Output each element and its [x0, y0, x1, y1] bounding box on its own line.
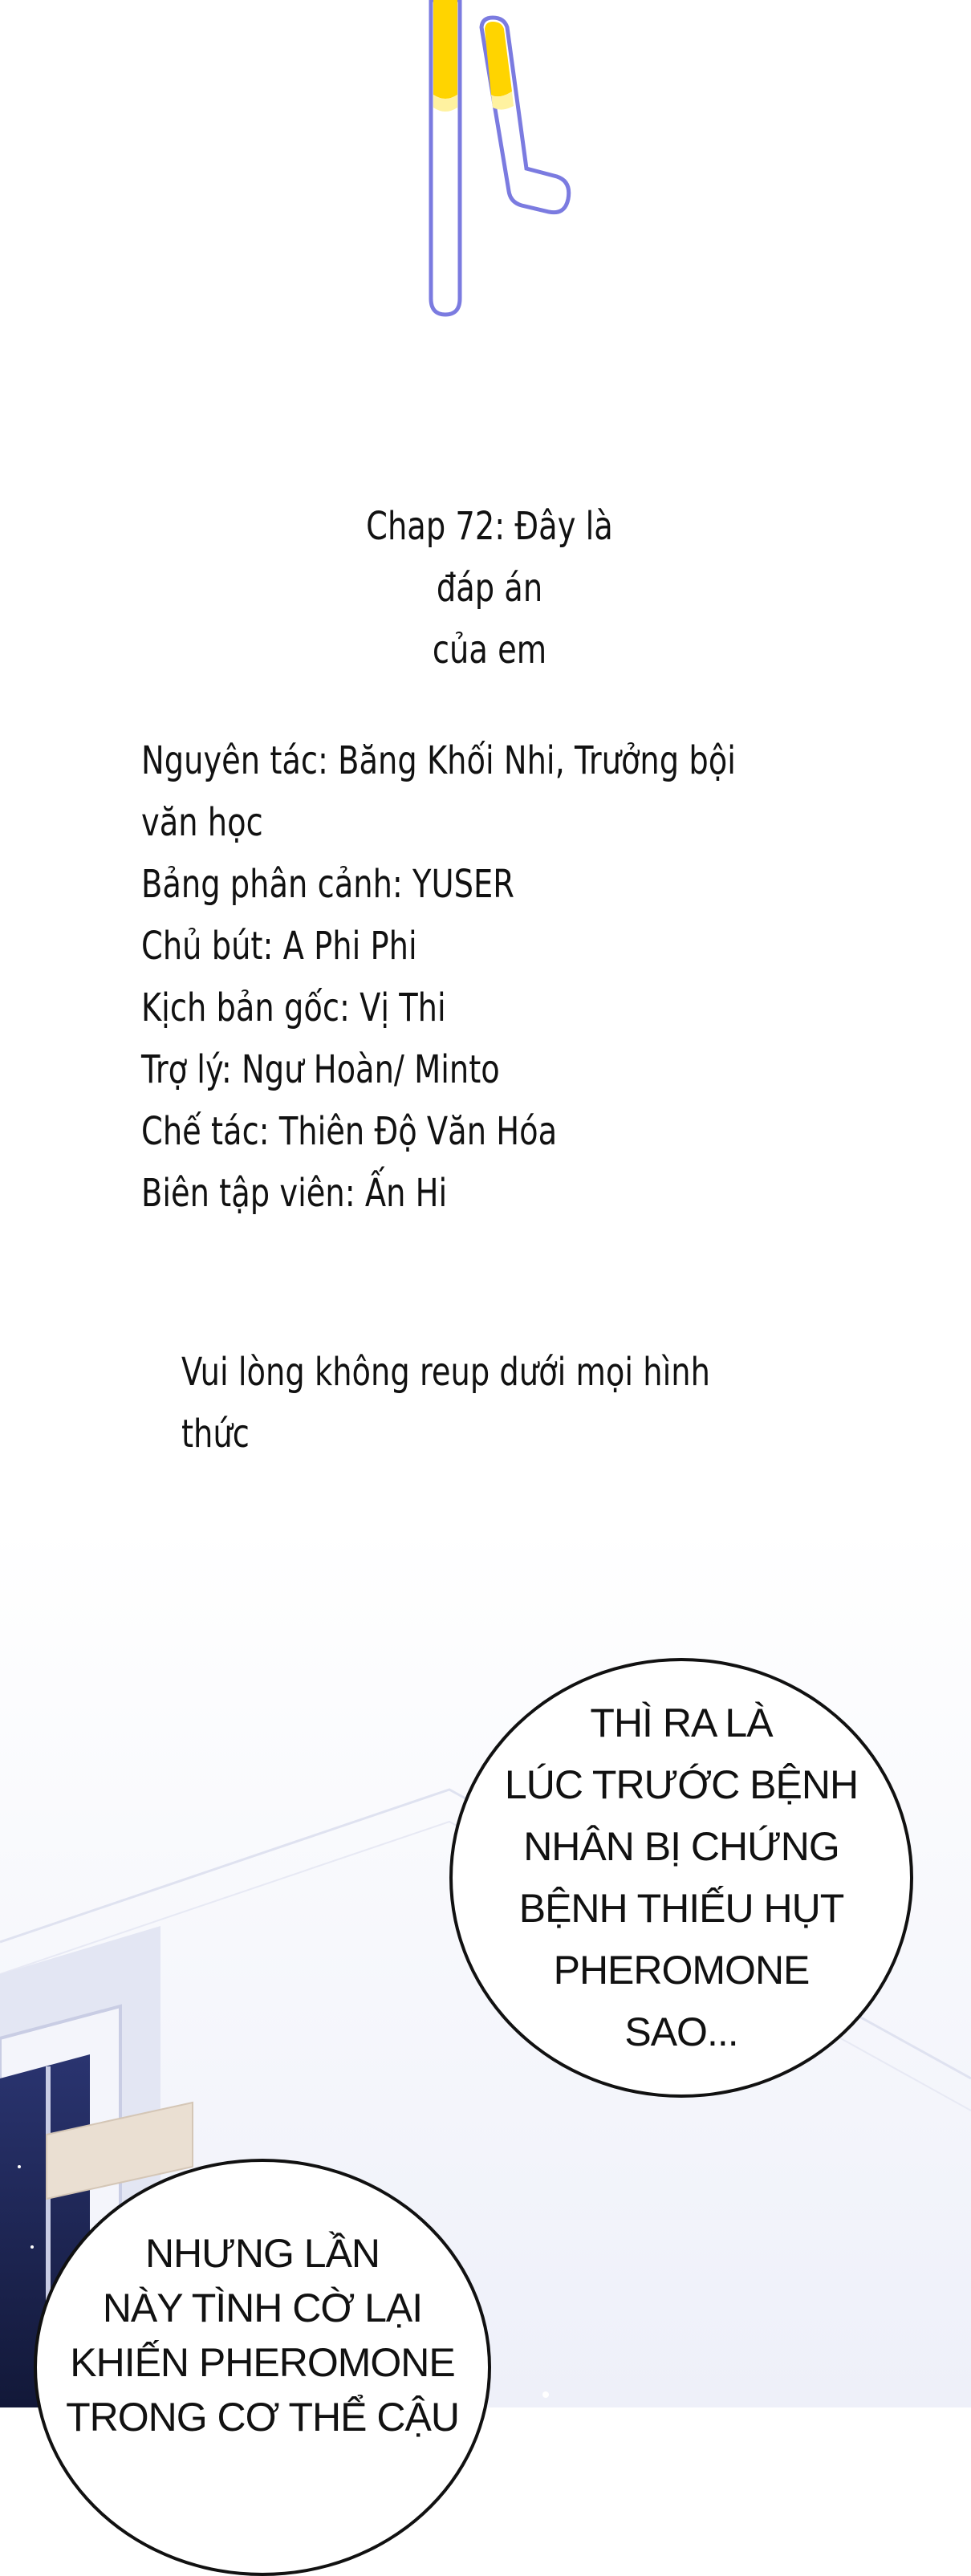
bubble-1-line-6: SAO...: [624, 2009, 738, 2054]
bubble-1-line-4: BỆNH THIẾU HỤT: [518, 1886, 844, 1931]
chapter-title-line-1: Chap 72: Đây là đáp án: [366, 504, 613, 611]
credit-storyboard: Bảng phân cảnh: YUSER: [141, 862, 514, 907]
right-test-tube: [481, 18, 569, 213]
left-test-tube: [431, 0, 460, 315]
credit-assistant: Trợ lý: Ngư Hoàn/ Minto: [141, 1047, 500, 1092]
chapter-title: [348, 496, 631, 681]
bubble-1-line-3: NHÂN BỊ CHỨNG: [523, 1824, 839, 1869]
bubble-2-line-2: NÀY TÌNH CỜ LẠI: [102, 2285, 423, 2330]
credit-original-author: Nguyên tác: Băng Khối Nhi, Trưởng bội văn học: [141, 738, 736, 845]
credit-script: Kịch bản gốc: Vị Thi: [141, 985, 446, 1030]
bubble-2-line-4: TRONG CƠ THỂ CẬU: [66, 2395, 459, 2440]
speech-bubble-2: [34, 2159, 491, 2576]
test-tubes-illustration: [0, 0, 971, 337]
speech-bubble-1: [449, 1658, 913, 2098]
bubble-1-line-1: THÌ RA LÀ: [590, 1700, 773, 1745]
bubble-1-line-2: LÚC TRƯỚC BỆNH: [504, 1762, 859, 1807]
credit-production: Chế tác: Thiên Độ Văn Hóa: [141, 1109, 558, 1154]
chapter-title-line-2: của em: [432, 628, 547, 672]
credit-lead-artist: Chủ bút: A Phi Phi: [141, 924, 417, 969]
no-reupload-notice: Vui lòng không reup dưới mọi hình thức: [181, 1350, 710, 1457]
bubble-2-line-1: NHƯNG LẦN: [144, 2231, 380, 2276]
credits-list: [141, 730, 783, 1225]
bubble-1-line-5: PHEROMONE: [553, 1948, 810, 1993]
credit-editor: Biên tập viên: Ấn Hi: [141, 1171, 448, 1216]
bubble-2-line-3: KHIẾN PHEROMONE: [70, 2340, 455, 2385]
